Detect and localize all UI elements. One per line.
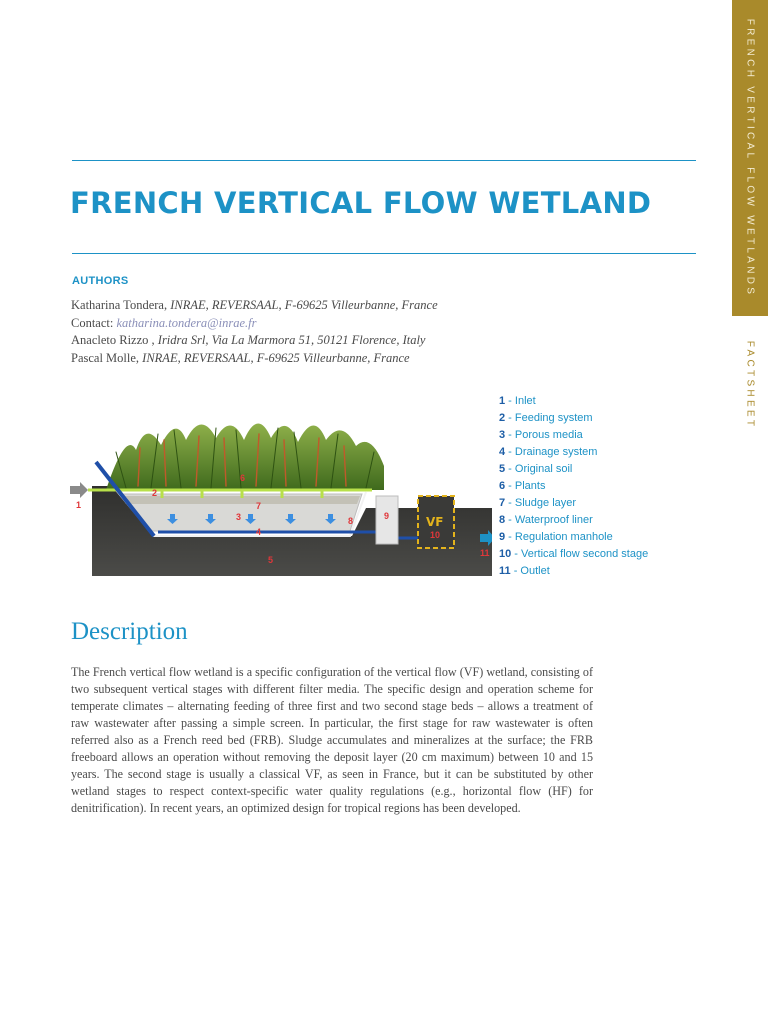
legend-item: 7 - Sludge layer [499,497,577,509]
authors-heading: AUTHORS [72,275,129,287]
author-line-1: Katharina Tondera, INRAE, REVERSAAL, F-69625 Villeurbanne, France [71,298,438,312]
series-side-tab [732,0,768,316]
label-4: 4 [256,527,262,537]
factsheet-side-label [732,330,768,440]
label-9: 9 [384,511,390,521]
contact-email-link[interactable]: katharina.tondera@inrae.fr [116,315,257,330]
legend-item: 5 - Original soil [499,463,573,475]
label-2: 2 [152,488,158,498]
label-7: 7 [256,501,262,511]
author-line-2: Anacleto Rizzo , Iridra Srl, Via La Marmora 51, 50121 Florence, Italy [71,333,426,347]
page-title: FRENCH VERTICAL FLOW WETLAND [70,186,652,220]
legend-item: 8 - Waterproof liner [499,514,593,526]
diagram-legend [499,393,648,580]
title-rule-top [72,160,696,161]
wetland-diagram [66,390,492,590]
label-3: 3 [236,512,242,522]
label-11: 11 [480,548,490,558]
label-6: 6 [240,473,246,483]
legend-item: 2 - Feeding system [499,412,593,424]
description-body: The French vertical flow wetland is a specific configuration of the vertical flow (VF) wetland, consisting of two subsequent vertical stages with different filter media. The specific design and operation scheme for temperate climates – alternating feeding of three first and two second stage beds – allows a treatment of raw wastewater after passing a simple screen. In particular, the first stage for raw wastewater is often referred also as a French reed bed (FRB). Sludge accumulates and mineralizes at the surface; the FRB freeboard allows an operation without removing the deposit layer (20 cm maximum) between 10 and 15 years. The second stage is usually a classical VF, as seen in France, but it can be substituted by other wetland stages to respect context-specific water quality regulations (e.g., horizontal flow (HF) for denitrification). In recent years, an optimized design for tropical regions has been developed. [71,665,593,815]
legend-item: 10 - Vertical flow second stage [499,548,649,560]
legend-item: 4 - Drainage system [499,446,598,458]
factsheet-label: FACTSHEET [744,340,756,430]
inlet-arrow [70,482,88,498]
contact-line: Contact: katharina.tondera@inrae.fr [71,315,257,330]
legend-item: 3 - Porous media [499,429,583,441]
legend-item: 11 - Outlet [499,565,550,577]
authors-list [71,297,691,367]
vf-label: VF [426,515,444,529]
label-5: 5 [268,555,274,565]
label-8: 8 [348,516,354,526]
legend-item: 9 - Regulation manhole [499,531,613,543]
title-rule-bottom [72,253,696,254]
legend-item: 1 - Inlet [499,395,536,407]
legend-item: 6 - Plants [499,480,546,492]
label-1: 1 [76,500,82,510]
series-label: FRENCH VERTICAL FLOW WETLANDS [744,18,756,298]
author-line-3: Pascal Molle, INRAE, REVERSAAL, F-69625 Villeurbanne, France [71,350,410,365]
description-heading: Description [71,618,188,645]
label-10: 10 [430,530,441,540]
